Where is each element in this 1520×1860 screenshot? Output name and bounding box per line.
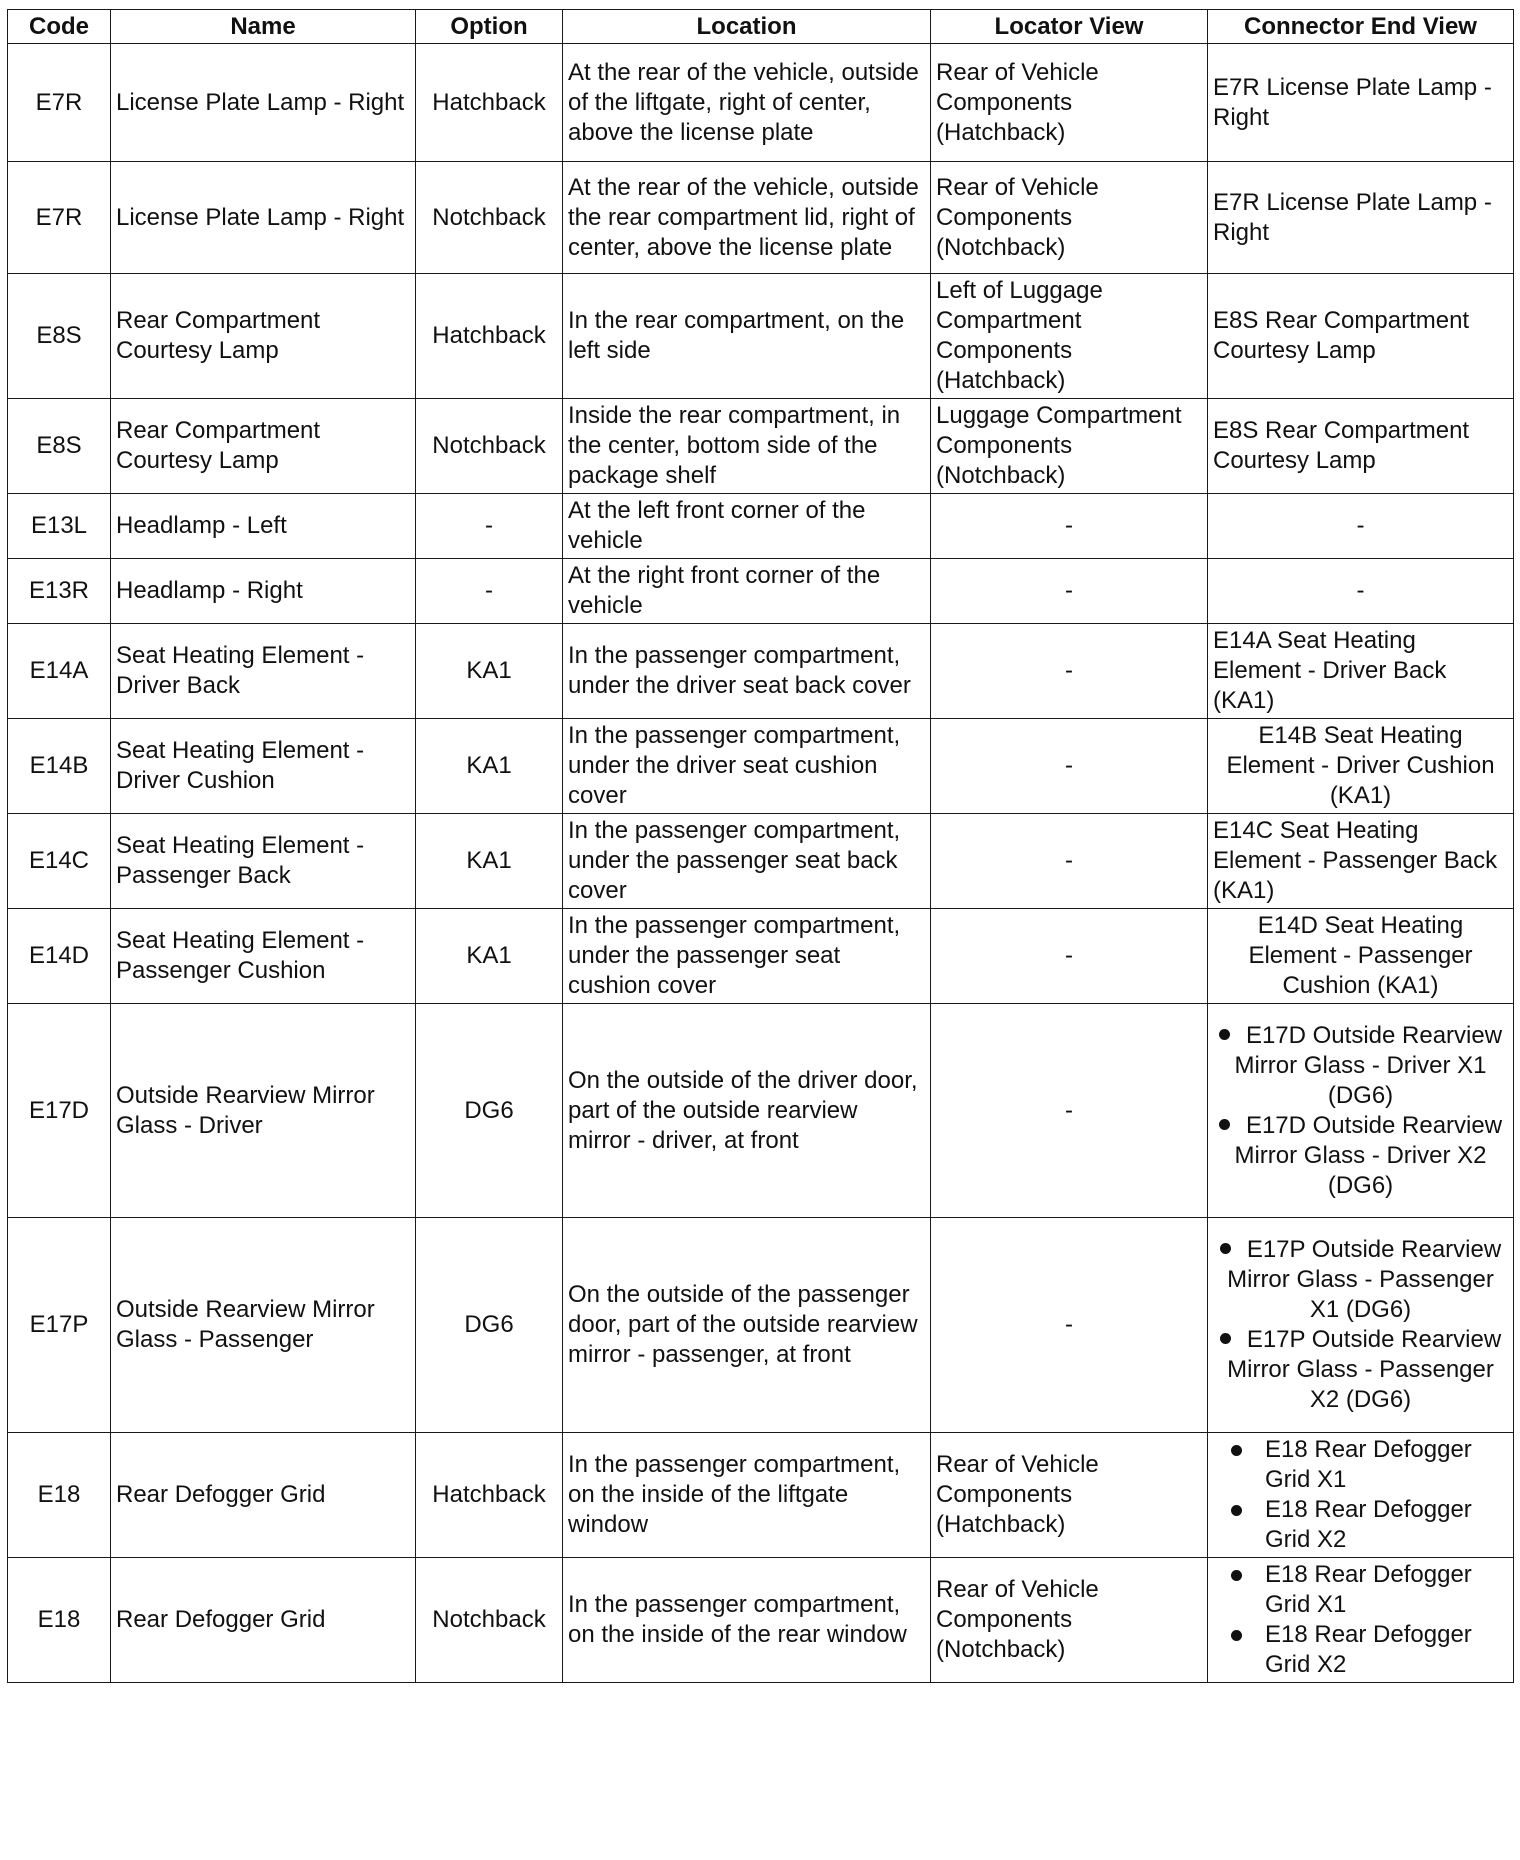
cell-location: At the rear of the vehicle, outside the rear compartment lid, right of center, above the license plate — [563, 162, 931, 274]
header-code: Code — [8, 10, 111, 44]
cell-locator-view: - — [931, 909, 1208, 1004]
connector-list-item — [1213, 1495, 1508, 1555]
header-option: Option — [416, 10, 563, 44]
cell-location: In the passenger compartment, on the inside of the liftgate window — [563, 1433, 931, 1558]
cell-name: Rear Compartment Courtesy Lamp — [111, 274, 416, 399]
cell-name: Seat Heating Element - Driver Back — [111, 624, 416, 719]
table-row — [8, 274, 1514, 399]
component-locator-sheet — [7, 9, 1513, 1683]
cell-locator-view: Rear of Vehicle Components (Notchback) — [931, 1558, 1208, 1683]
cell-locator-view: Rear of Vehicle Components (Hatchback) — [931, 1433, 1208, 1558]
cell-name: Rear Defogger Grid — [111, 1558, 416, 1683]
cell-option: KA1 — [416, 814, 563, 909]
cell-location: Inside the rear compartment, in the center, bottom side of the package shelf — [563, 399, 931, 494]
cell-locator-view: Left of Luggage Compartment Components (Hatchback) — [931, 274, 1208, 399]
bullet-icon — [1231, 1505, 1242, 1516]
connector-label: E17D Outside Rearview Mirror Glass - Driver X2 (DG6) — [1234, 1111, 1503, 1199]
bullet-icon — [1219, 1029, 1230, 1040]
connector-list — [1213, 1235, 1508, 1415]
cell-name: Seat Heating Element - Passenger Cushion — [111, 909, 416, 1004]
cell-connector-end-view: E7R License Plate Lamp - Right — [1208, 44, 1514, 162]
connector-list-item — [1213, 1435, 1508, 1495]
bullet-icon — [1219, 1119, 1230, 1130]
table-row — [8, 1004, 1514, 1218]
connector-list — [1213, 1021, 1508, 1201]
header-row — [8, 10, 1514, 44]
cell-name: License Plate Lamp - Right — [111, 44, 416, 162]
cell-connector-end-view: E14B Seat Heating Element - Driver Cushion (KA1) — [1208, 719, 1514, 814]
cell-connector-end-view: E14A Seat Heating Element - Driver Back (KA1) — [1208, 624, 1514, 719]
cell-location: On the outside of the passenger door, part of the outside rearview mirror - passenger, at front — [563, 1218, 931, 1433]
cell-locator-view: - — [931, 494, 1208, 559]
table-row — [8, 909, 1514, 1004]
cell-location: At the right front corner of the vehicle — [563, 559, 931, 624]
cell-connector-end-view — [1208, 1558, 1514, 1683]
cell-code: E14A — [8, 624, 111, 719]
bullet-icon — [1220, 1333, 1231, 1344]
connector-list-item — [1213, 1325, 1508, 1415]
table-row — [8, 624, 1514, 719]
cell-locator-view: - — [931, 814, 1208, 909]
cell-locator-view: - — [931, 1218, 1208, 1433]
cell-code: E13L — [8, 494, 111, 559]
cell-code: E14B — [8, 719, 111, 814]
cell-connector-end-view: E14C Seat Heating Element - Passenger Back (KA1) — [1208, 814, 1514, 909]
cell-code: E17D — [8, 1004, 111, 1218]
cell-option: - — [416, 494, 563, 559]
cell-name: Seat Heating Element - Driver Cushion — [111, 719, 416, 814]
cell-option: - — [416, 559, 563, 624]
connector-label: E17P Outside Rearview Mirror Glass - Passenger X1 (DG6) — [1227, 1236, 1502, 1323]
cell-locator-view: Rear of Vehicle Components (Notchback) — [931, 162, 1208, 274]
connector-list-item — [1213, 1560, 1508, 1620]
cell-option: Notchback — [416, 162, 563, 274]
cell-connector-end-view: E14D Seat Heating Element - Passenger Cushion (KA1) — [1208, 909, 1514, 1004]
cell-location: At the left front corner of the vehicle — [563, 494, 931, 559]
table-row — [8, 814, 1514, 909]
cell-option: KA1 — [416, 624, 563, 719]
cell-location: In the passenger compartment, on the inside of the rear window — [563, 1558, 931, 1683]
cell-code: E8S — [8, 399, 111, 494]
cell-location: In the passenger compartment, under the passenger seat back cover — [563, 814, 931, 909]
connector-list — [1213, 1435, 1508, 1555]
connector-list — [1213, 1560, 1508, 1680]
cell-locator-view: Luggage Compartment Components (Notchback) — [931, 399, 1208, 494]
cell-name: Headlamp - Right — [111, 559, 416, 624]
table-row — [8, 162, 1514, 274]
cell-location: In the passenger compartment, under the passenger seat cushion cover — [563, 909, 931, 1004]
cell-code: E8S — [8, 274, 111, 399]
table-row — [8, 1558, 1514, 1683]
connector-list-item — [1213, 1620, 1508, 1680]
connector-label: E18 Rear Defogger Grid X2 — [1265, 1496, 1472, 1553]
table-row — [8, 44, 1514, 162]
header-location: Location — [563, 10, 931, 44]
connector-label: E17P Outside Rearview Mirror Glass - Passenger X2 (DG6) — [1227, 1326, 1502, 1413]
cell-locator-view: Rear of Vehicle Components (Hatchback) — [931, 44, 1208, 162]
cell-connector-end-view — [1208, 1218, 1514, 1433]
header-locator-view: Locator View — [931, 10, 1208, 44]
bullet-icon — [1231, 1445, 1242, 1456]
cell-locator-view: - — [931, 624, 1208, 719]
connector-label: E18 Rear Defogger Grid X1 — [1265, 1436, 1472, 1493]
cell-name: Headlamp - Left — [111, 494, 416, 559]
cell-location: In the rear compartment, on the left side — [563, 274, 931, 399]
cell-option: Notchback — [416, 1558, 563, 1683]
cell-name: License Plate Lamp - Right — [111, 162, 416, 274]
bullet-icon — [1220, 1243, 1231, 1254]
cell-locator-view: - — [931, 559, 1208, 624]
cell-name: Rear Compartment Courtesy Lamp — [111, 399, 416, 494]
cell-location: In the passenger compartment, under the driver seat back cover — [563, 624, 931, 719]
cell-connector-end-view — [1208, 1004, 1514, 1218]
header-connector-end-view: Connector End View — [1208, 10, 1514, 44]
cell-option: KA1 — [416, 909, 563, 1004]
table-row — [8, 399, 1514, 494]
cell-name: Outside Rearview Mirror Glass - Passenger — [111, 1218, 416, 1433]
table-body — [8, 44, 1514, 1683]
cell-code: E14C — [8, 814, 111, 909]
cell-code: E13R — [8, 559, 111, 624]
bullet-icon — [1231, 1570, 1242, 1581]
table-row — [8, 559, 1514, 624]
cell-option: Hatchback — [416, 44, 563, 162]
connector-label: E18 Rear Defogger Grid X1 — [1265, 1561, 1472, 1618]
cell-code: E17P — [8, 1218, 111, 1433]
cell-code: E7R — [8, 162, 111, 274]
cell-location: At the rear of the vehicle, outside of the liftgate, right of center, above the license plate — [563, 44, 931, 162]
cell-connector-end-view: E8S Rear Compartment Courtesy Lamp — [1208, 274, 1514, 399]
cell-option: KA1 — [416, 719, 563, 814]
cell-option: Hatchback — [416, 274, 563, 399]
cell-connector-end-view: - — [1208, 494, 1514, 559]
bullet-icon — [1231, 1630, 1242, 1641]
connector-list-item — [1213, 1021, 1508, 1111]
connector-list-item — [1213, 1235, 1508, 1325]
cell-code: E14D — [8, 909, 111, 1004]
cell-connector-end-view: E7R License Plate Lamp - Right — [1208, 162, 1514, 274]
connector-label: E17D Outside Rearview Mirror Glass - Driver X1 (DG6) — [1234, 1021, 1503, 1109]
header-name: Name — [111, 10, 416, 44]
cell-connector-end-view: E8S Rear Compartment Courtesy Lamp — [1208, 399, 1514, 494]
cell-name: Outside Rearview Mirror Glass - Driver — [111, 1004, 416, 1218]
cell-location: In the passenger compartment, under the driver seat cushion cover — [563, 719, 931, 814]
cell-location: On the outside of the driver door, part of the outside rearview mirror - driver, at front — [563, 1004, 931, 1218]
cell-code: E18 — [8, 1558, 111, 1683]
table-row — [8, 494, 1514, 559]
cell-option: DG6 — [416, 1004, 563, 1218]
cell-code: E18 — [8, 1433, 111, 1558]
table-row — [8, 1433, 1514, 1558]
cell-option: Notchback — [416, 399, 563, 494]
connector-list-item — [1213, 1111, 1508, 1201]
cell-locator-view: - — [931, 719, 1208, 814]
cell-connector-end-view: - — [1208, 559, 1514, 624]
table-row — [8, 719, 1514, 814]
cell-locator-view: - — [931, 1004, 1208, 1218]
cell-name: Rear Defogger Grid — [111, 1433, 416, 1558]
table-row — [8, 1218, 1514, 1433]
cell-connector-end-view — [1208, 1433, 1514, 1558]
cell-option: Hatchback — [416, 1433, 563, 1558]
cell-name: Seat Heating Element - Passenger Back — [111, 814, 416, 909]
component-table — [7, 9, 1514, 1683]
cell-option: DG6 — [416, 1218, 563, 1433]
connector-label: E18 Rear Defogger Grid X2 — [1265, 1621, 1472, 1678]
cell-code: E7R — [8, 44, 111, 162]
